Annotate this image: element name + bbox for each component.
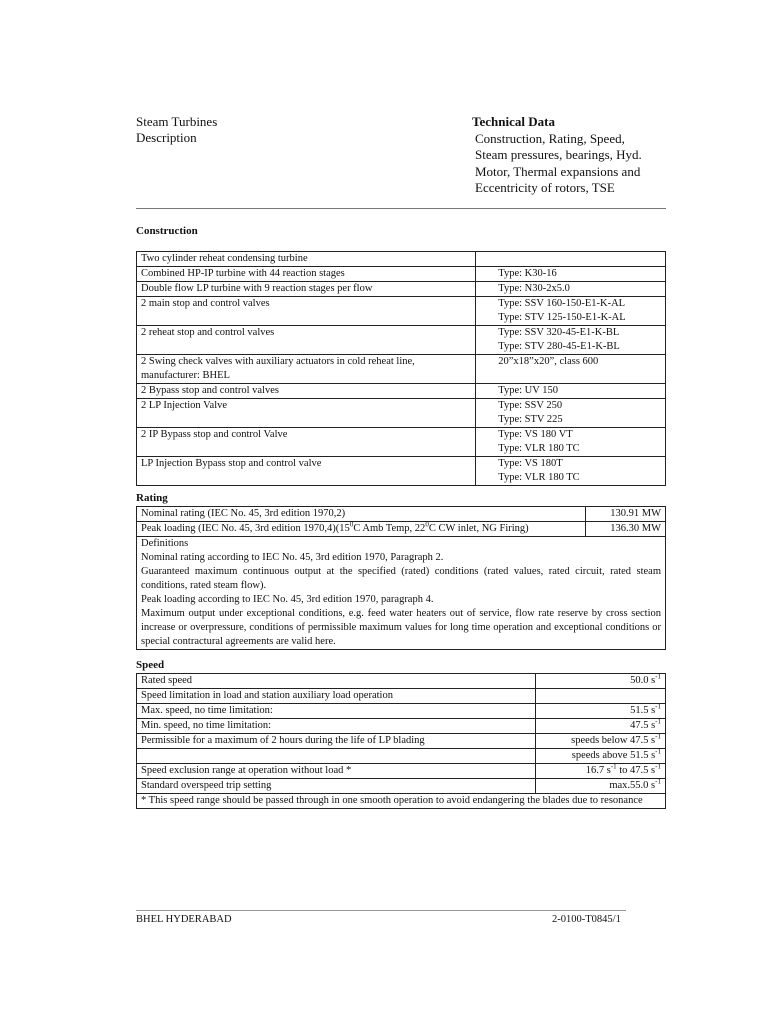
type-designation: Type: STV 125-150-E1-K-AL xyxy=(498,312,626,323)
speed-table xyxy=(136,673,666,809)
peak-loading-value: 136.30 MW xyxy=(586,522,666,537)
component-type xyxy=(476,326,666,355)
definition-text: Nominal rating according to IEC No. 45, 3rd edition 1970, Paragraph 2. xyxy=(141,552,444,563)
speeds-above-value: speeds above 51.5 $s^{-1}$ xyxy=(536,749,666,764)
type-designation: Type: N30-2x5.0 xyxy=(498,283,570,294)
type-designation: Type: SSV 160-150-E1-K-AL xyxy=(498,298,626,309)
header-subject-line: Motor, Thermal expansions and xyxy=(475,163,641,179)
definition-text: Maximum output under exceptional conditions, e.g. feed water heaters out of service, flow rate reserve by cross section increase or overpressure, conditions of permissible maximum values for long time operation and exceptional conditions or special contractural agreements are valid here. xyxy=(141,608,661,647)
rating-definitions xyxy=(137,537,666,650)
table-row xyxy=(137,764,666,779)
table-row xyxy=(137,267,666,282)
table-row xyxy=(137,674,666,689)
definitions-heading: Definitions xyxy=(141,538,189,549)
header-subject-line: Construction, Rating, Speed, xyxy=(475,130,625,146)
table-row xyxy=(137,734,666,749)
table-row xyxy=(137,355,666,384)
header-right xyxy=(472,114,642,197)
header-divider xyxy=(136,208,666,209)
component-description: 2 main stop and control valves xyxy=(137,297,476,326)
type-designation: 20”x18”x20”, class 600 xyxy=(498,356,599,367)
component-type xyxy=(476,252,666,267)
table-row xyxy=(137,457,666,486)
component-type xyxy=(476,355,666,384)
rating-table xyxy=(136,506,666,650)
footer-company: BHEL HYDERABAD xyxy=(136,914,232,925)
component-description: Two cylinder reheat condensing turbine xyxy=(137,252,476,267)
rated-speed-value: 50.0 $s^{-1}$ xyxy=(536,674,666,689)
header-title: Technical Data xyxy=(472,114,555,129)
component-type xyxy=(476,399,666,428)
header-left xyxy=(136,114,217,146)
nominal-rating-label: Nominal rating (IEC No. 45, 3rd edition 1970,2) xyxy=(137,507,586,522)
footer-divider xyxy=(136,910,626,911)
component-type xyxy=(476,428,666,457)
max-speed-label: Max. speed, no time limitation: xyxy=(137,704,536,719)
component-description: 2 Swing check valves with auxiliary actuators in cold reheat line, manufacturer: BHEL xyxy=(137,355,476,384)
component-type xyxy=(476,457,666,486)
header-subject-line: Steam pressures, bearings, Hyd. xyxy=(475,147,642,162)
rating-title: Rating xyxy=(136,492,168,504)
table-row xyxy=(137,326,666,355)
header-section: Description xyxy=(136,130,197,145)
nominal-rating-value: 130.91 MW xyxy=(586,507,666,522)
table-row xyxy=(137,749,666,764)
type-designation: Type: UV 150 xyxy=(498,385,558,396)
type-designation: Type: VLR 180 TC xyxy=(498,472,580,483)
type-designation: Type: VS 180 VT xyxy=(498,429,573,440)
table-row xyxy=(137,794,666,809)
table-row xyxy=(137,507,666,522)
overspeed-value: max.55.0 $s^{-1}$ xyxy=(536,779,666,794)
table-row xyxy=(137,779,666,794)
type-designation: Type: STV 225 xyxy=(498,414,563,425)
component-type xyxy=(476,297,666,326)
speed-title: Speed xyxy=(136,659,165,671)
component-description: 2 IP Bypass stop and control Valve xyxy=(137,428,476,457)
speeds-below-value: speeds below 47.5 $s^{-1}$ xyxy=(536,734,666,749)
table-row xyxy=(137,282,666,297)
header-subject-line: Eccentricity of rotors, TSE xyxy=(475,180,615,195)
header-product: Steam Turbines xyxy=(136,114,218,129)
type-designation: Type: STV 280-45-E1-K-BL xyxy=(498,341,620,352)
component-type xyxy=(476,282,666,297)
definition-text: Guaranteed maximum continuous output at the specified (rated) conditions (rated values, rated circuit, rated steam conditions, rated steam flow). xyxy=(141,566,661,591)
exclusion-range-label: Speed exclusion range at operation without load * xyxy=(137,764,536,779)
table-row xyxy=(137,537,666,650)
component-description: Double flow LP turbine with 9 reaction stages per flow xyxy=(137,282,476,297)
table-row xyxy=(137,252,666,267)
table-row xyxy=(137,704,666,719)
component-description: LP Injection Bypass stop and control valve xyxy=(137,457,476,486)
table-row xyxy=(137,719,666,734)
permissible-label: Permissible for a maximum of 2 hours during the life of LP blading xyxy=(137,734,536,749)
speed-limitation-label: Speed limitation in load and station auxiliary load operation xyxy=(137,689,536,704)
type-designation: Type: SSV 320-45-E1-K-BL xyxy=(498,327,620,338)
min-speed-label: Min. speed, no time limitation: xyxy=(137,719,536,734)
table-row xyxy=(137,297,666,326)
type-designation: Type: VS 180T xyxy=(498,458,563,469)
min-speed-value: 47.5 $s^{-1}$ xyxy=(536,719,666,734)
rated-speed-label: Rated speed xyxy=(137,674,536,689)
component-description: 2 reheat stop and control valves xyxy=(137,326,476,355)
definition-text: Peak loading according to IEC No. 45, 3rd edition 1970, paragraph 4. xyxy=(141,594,434,605)
construction-title: Construction xyxy=(136,225,198,237)
table-row xyxy=(137,522,666,537)
max-speed-value: 51.5 $s^{-1}$ xyxy=(536,704,666,719)
peak-loading-label: Peak loading (IEC No. 45, 3rd edition $1970,4)(15^0C$ Amb Temp, $22^0C$ CW inlet, NG Firing) xyxy=(137,522,586,537)
table-row xyxy=(137,384,666,399)
table-row xyxy=(137,399,666,428)
component-type xyxy=(476,384,666,399)
type-designation: Type: SSV 250 xyxy=(498,400,563,411)
table-row xyxy=(137,689,666,704)
component-type xyxy=(476,267,666,282)
component-description: 2 Bypass stop and control valves xyxy=(137,384,476,399)
component-description: 2 LP Injection Valve xyxy=(137,399,476,428)
exclusion-range-value: 16.7 $s^{-1}$ to 47.5 $s^{-1}$ xyxy=(536,764,666,779)
component-description: Combined HP-IP turbine with 44 reaction stages xyxy=(137,267,476,282)
speed-footnote: * This speed range should be passed through in one smooth operation to avoid endangering the blades due to resonance xyxy=(137,794,666,809)
construction-table xyxy=(136,251,666,486)
table-row xyxy=(137,428,666,457)
type-designation: Type: K30-16 xyxy=(498,268,557,279)
type-designation: Type: VLR 180 TC xyxy=(498,443,580,454)
overspeed-label: Standard overspeed trip setting xyxy=(137,779,536,794)
footer-doc-number: 2-0100-T0845/1 xyxy=(552,914,621,925)
